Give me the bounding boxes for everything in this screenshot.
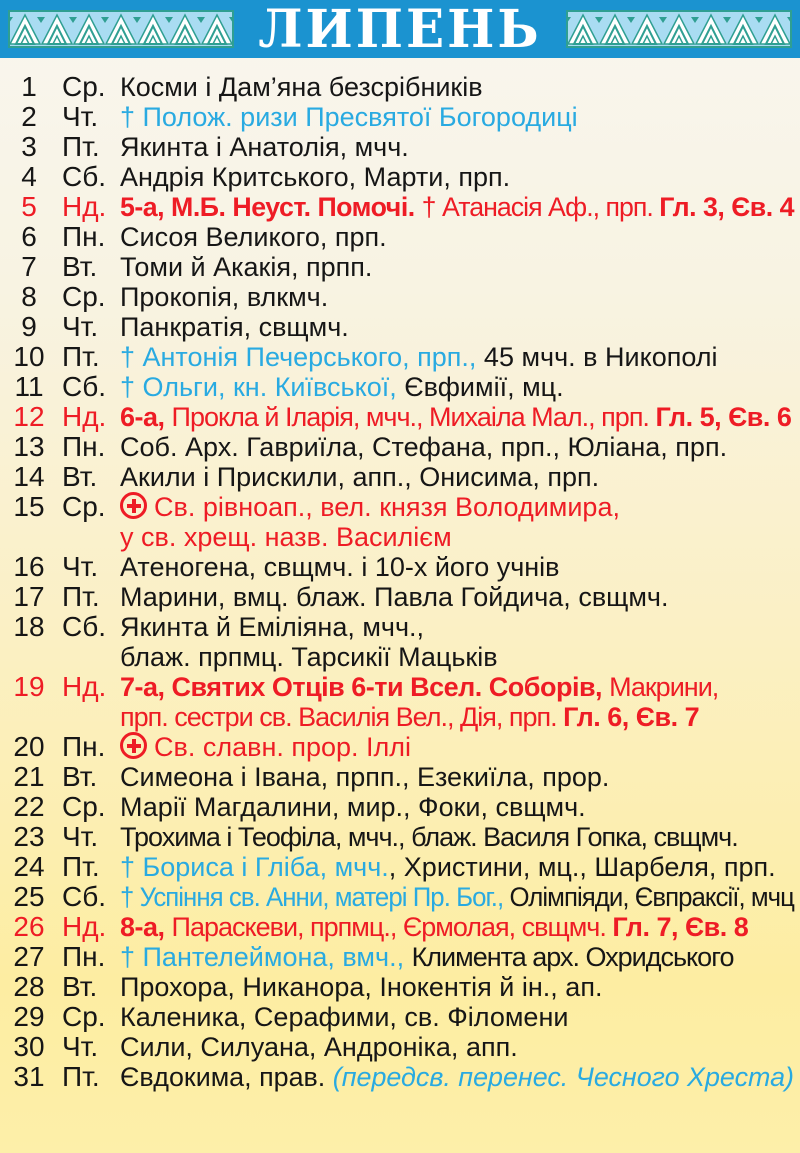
calendar-row: [8, 582, 800, 612]
feast-line: [120, 462, 599, 492]
feast-line: [120, 252, 372, 282]
day-number: 23: [13, 821, 45, 852]
feast-text-block: [116, 282, 800, 312]
feast-line: [120, 282, 328, 312]
calendar-row: [8, 222, 800, 252]
feast-text: Прокопія, влкмч.: [120, 282, 329, 312]
feast-line: [120, 882, 794, 912]
feast-line: [120, 642, 498, 672]
weekday-label: Чт.: [62, 101, 99, 132]
weekday-label: Чт.: [62, 311, 99, 342]
feast-text: Сили, Силуана, Андроніка, апп.: [120, 1032, 518, 1062]
calendar-row: [8, 612, 800, 672]
feast-line: [120, 582, 669, 612]
day-number: 13: [13, 431, 45, 462]
day-number: 7: [21, 251, 37, 282]
feast-text-block: [116, 582, 800, 612]
calendar-row: [8, 312, 800, 342]
day-number: 5: [21, 191, 37, 222]
feast-text: † Бориса і Гліба, мчч.: [120, 852, 389, 882]
feast-text-block: [116, 192, 800, 222]
feast-line: [120, 972, 602, 1002]
day-number: 9: [21, 311, 37, 342]
ornament-band-right-icon: [566, 10, 792, 53]
weekday-label: Пн.: [62, 731, 106, 762]
calendar-row: [8, 432, 800, 462]
day-number: 6: [21, 221, 37, 252]
feast-line: [120, 942, 733, 972]
feast-line: [120, 192, 794, 222]
feast-text: Гл. 7, Єв. 8: [612, 912, 749, 942]
calendar-row: [8, 672, 800, 732]
weekday-label: Ср.: [62, 1001, 106, 1032]
feast-text-block: [116, 1032, 800, 1062]
feast-line: [120, 702, 699, 732]
feast-text: Сисоя Великого, прп.: [120, 222, 387, 252]
weekday-label: Чт.: [62, 1031, 99, 1062]
calendar-row: [8, 942, 800, 972]
day-number: 31: [13, 1061, 45, 1092]
feast-text-block: [116, 942, 800, 972]
feast-text: у св. хрещ. назв. Василієм: [120, 522, 452, 552]
day-number: 2: [21, 101, 37, 132]
weekday-label: Сб.: [62, 371, 107, 402]
feast-text: Марини, вмц. блаж. Павла Гойдича, свщмч.: [120, 582, 669, 612]
feast-text-block: [116, 72, 800, 102]
weekday-label: Сб.: [62, 611, 107, 642]
feast-line: [120, 432, 727, 462]
feast-line: [120, 732, 411, 762]
feast-text: Євдокима, прав.: [120, 1062, 333, 1092]
feast-text: Каленика, Серафими, св. Філомени: [120, 1002, 569, 1032]
feast-text-block: [116, 312, 800, 342]
calendar-row: [8, 792, 800, 822]
calendar-row: [8, 102, 800, 132]
cross-in-circle-icon: [120, 492, 147, 519]
feast-text: Прокла й Іларія, мчч., Михаіла Мал., прп.: [171, 402, 656, 432]
day-number: 10: [13, 341, 45, 372]
feast-text-block: [116, 612, 800, 672]
day-number: 29: [13, 1001, 45, 1032]
weekday-label: Сб.: [62, 881, 107, 912]
feast-text-block: [116, 1002, 800, 1032]
feast-line: [120, 492, 620, 522]
calendar-row: [8, 882, 800, 912]
weekday-label: Вт.: [62, 971, 98, 1002]
day-number: 22: [13, 791, 45, 822]
feast-text-block: [116, 102, 800, 132]
calendar-row: [8, 252, 800, 282]
feast-text-block: [116, 732, 800, 762]
weekday-label: Вт.: [62, 461, 98, 492]
feast-line: [120, 342, 718, 372]
day-number: 19: [13, 671, 45, 702]
calendar-row: [8, 822, 800, 852]
feast-text: 6-а,: [120, 402, 172, 432]
feast-text-block: [116, 852, 800, 882]
feast-text: Климента арх. Охридського: [411, 942, 734, 972]
day-number: 4: [21, 161, 37, 192]
feast-line: [120, 312, 349, 342]
feast-text: Марії Магдалини, мир., Фоки, свщмч.: [120, 792, 586, 822]
calendar-row: [8, 72, 800, 102]
feast-text-block: [116, 882, 800, 912]
cross-in-circle-icon: [120, 732, 147, 759]
feast-text-block: [116, 222, 800, 252]
day-number: 12: [13, 401, 45, 432]
feast-text: † Пантелеймона, вмч.,: [120, 942, 412, 972]
month-header: [0, 0, 800, 58]
weekday-label: Пт.: [62, 341, 100, 372]
day-number: 21: [13, 761, 45, 792]
feast-line: [120, 792, 586, 822]
day-number: 17: [13, 581, 45, 612]
feast-text: † Успіння св. Анни, матері Пр. Бог.,: [120, 882, 510, 912]
feast-text: † Полож. ризи Пресвятої Богородиці: [120, 102, 578, 132]
feast-text: Гл. 5, Єв. 6: [655, 402, 792, 432]
weekday-label: Чт.: [62, 821, 99, 852]
feast-line: [120, 672, 718, 702]
feast-line: [120, 1002, 568, 1032]
feast-text: (передсв. перенес. Чесного Хреста): [332, 1062, 794, 1092]
calendar-row: [8, 972, 800, 1002]
feast-text: Якинта і Анатолія, мчч.: [120, 132, 409, 162]
feast-line: [120, 1032, 518, 1062]
feast-text: Євфимії, мц.: [404, 372, 564, 402]
feast-text: 7-а, Святих Отців 6-ти Всел. Соборів,: [120, 672, 610, 702]
feast-text-block: [116, 432, 800, 462]
weekday-label: Ср.: [62, 71, 106, 102]
day-number: 14: [13, 461, 45, 492]
feast-line: [120, 222, 387, 252]
weekday-label: Нд.: [62, 671, 107, 702]
weekday-label: Пт.: [62, 1061, 100, 1092]
calendar-row: [8, 162, 800, 192]
weekday-label: Вт.: [62, 761, 98, 792]
feast-text-block: [116, 252, 800, 282]
day-number: 28: [13, 971, 45, 1002]
feast-line: [120, 132, 409, 162]
calendar-row: [8, 732, 800, 762]
feast-line: [120, 762, 609, 792]
weekday-label: Чт.: [62, 551, 99, 582]
calendar-row: [8, 342, 800, 372]
feast-text: Панкратія, свщмч.: [120, 312, 349, 342]
calendar-row: [8, 1002, 800, 1032]
weekday-label: Пт.: [62, 581, 100, 612]
calendar-row: [8, 492, 800, 552]
feast-text-block: [116, 342, 800, 372]
weekday-label: Сб.: [62, 161, 107, 192]
feast-text: Якинта й Еміліяна, мчч.,: [120, 612, 425, 642]
day-number: 3: [21, 131, 37, 162]
feast-text-block: [116, 552, 800, 582]
feast-line: [120, 162, 510, 192]
weekday-label: Ср.: [62, 281, 106, 312]
feast-text: Акили і Прискили, апп., Онисима, прп.: [120, 462, 600, 492]
day-number: 20: [13, 731, 45, 762]
calendar-row: [8, 282, 800, 312]
feast-text-block: [116, 912, 800, 942]
day-number: 16: [13, 551, 45, 582]
feast-line: [120, 402, 791, 432]
weekday-label: Нд.: [62, 911, 107, 942]
feast-text: Косми і Дам’яна безсрібників: [120, 72, 483, 102]
weekday-label: Ср.: [62, 491, 106, 522]
feast-text: Св. славн. прор. Іллі: [154, 732, 412, 762]
calendar-row: [8, 402, 800, 432]
feast-text-block: [116, 402, 800, 432]
feast-text: Атеногена, свщмч. і 10-х його учнів: [120, 552, 560, 582]
calendar-row: [8, 372, 800, 402]
feast-text: Томи й Акакія, прпп.: [120, 252, 373, 282]
feast-line: [120, 1062, 794, 1092]
weekday-label: Пн.: [62, 941, 106, 972]
feast-line: [120, 102, 578, 132]
feast-line: [120, 552, 560, 582]
weekday-label: Вт.: [62, 251, 98, 282]
weekday-label: Пн.: [62, 431, 106, 462]
feast-text: 8-а,: [120, 912, 172, 942]
calendar-row: [8, 192, 800, 222]
feast-text: Симеона і Івана, прпп., Езекиїла, прор.: [120, 762, 610, 792]
feast-text-block: [116, 672, 800, 732]
feast-text: 45 мчч. в Никополі: [483, 342, 718, 372]
day-number: 18: [13, 611, 45, 642]
weekday-label: Нд.: [62, 191, 107, 222]
ornament-band-left-icon: [8, 10, 234, 53]
day-number: 1: [21, 71, 37, 102]
weekday-label: Пт.: [62, 851, 100, 882]
calendar-rows: [0, 58, 800, 1092]
calendar-row: [8, 1032, 800, 1062]
weekday-label: Пн.: [62, 221, 106, 252]
feast-line: [120, 822, 738, 852]
feast-text: Олімпіяди, Євпраксії, мчц: [509, 882, 794, 912]
feast-text: блаж. прпмц. Тарсикії Мацьків: [120, 642, 498, 672]
feast-line: [120, 522, 452, 552]
feast-text: Соб. Арх. Гавриїла, Стефана, прп., Юліана, прп.: [120, 432, 728, 462]
feast-text-block: [116, 792, 800, 822]
feast-line: [120, 372, 564, 402]
feast-line: [120, 72, 483, 102]
feast-text: † Ольги, кн. Київської,: [120, 372, 405, 402]
feast-line: [120, 612, 424, 642]
weekday-label: Нд.: [62, 401, 107, 432]
feast-text: Андрія Критського, Марти, прп.: [120, 162, 511, 192]
feast-text-block: [116, 162, 800, 192]
day-number: 24: [13, 851, 45, 882]
feast-text-block: [116, 822, 800, 852]
day-number: 30: [13, 1031, 45, 1062]
weekday-label: Ср.: [62, 791, 106, 822]
feast-text: прп. сестри св. Василія Вел., Дія, прп.: [120, 702, 564, 732]
feast-text: † Антонія Печерського, прп.,: [120, 342, 484, 372]
day-number: 26: [13, 911, 45, 942]
feast-text: Прохора, Никанора, Інокентія й ін., ап.: [120, 972, 603, 1002]
calendar-row: [8, 852, 800, 882]
month-title: ЛИПЕНЬ: [258, 0, 542, 60]
feast-text: † Атанасія Аф., прп.: [421, 192, 660, 222]
feast-text: , Христини, мц., Шарбеля, прп.: [388, 852, 776, 882]
feast-text: Трохима і Теофіла, мчч., блаж. Василя Гопка, свщмч.: [120, 822, 738, 852]
feast-text-block: [116, 462, 800, 492]
weekday-label: Пт.: [62, 131, 100, 162]
feast-text: Гл. 3, Єв. 4: [659, 192, 794, 222]
feast-text-block: [116, 762, 800, 792]
calendar-row: [8, 462, 800, 492]
feast-text-block: [116, 132, 800, 162]
feast-text: Св. рівноап., вел. князя Володимира,: [154, 492, 620, 522]
feast-text-block: [116, 972, 800, 1002]
day-number: 25: [13, 881, 45, 912]
calendar-row: [8, 912, 800, 942]
feast-text: Параскеви, прпмц., Єрмолая, свщмч.: [171, 912, 613, 942]
calendar-row: [8, 132, 800, 162]
day-number: 27: [13, 941, 45, 972]
feast-text-block: [116, 1062, 800, 1092]
feast-line: [120, 912, 748, 942]
feast-text-block: [116, 492, 800, 552]
day-number: 11: [14, 371, 44, 402]
feast-text: Гл. 6, Єв. 7: [563, 702, 700, 732]
feast-text: 5-а, М.Б. Неуст. Помочі.: [120, 192, 422, 222]
calendar-row: [8, 552, 800, 582]
day-number: 8: [21, 281, 37, 312]
feast-text: Макрини,: [609, 672, 719, 702]
feast-text-block: [116, 372, 800, 402]
feast-line: [120, 852, 776, 882]
calendar-row: [8, 1062, 800, 1092]
calendar-row: [8, 762, 800, 792]
day-number: 15: [13, 491, 45, 522]
